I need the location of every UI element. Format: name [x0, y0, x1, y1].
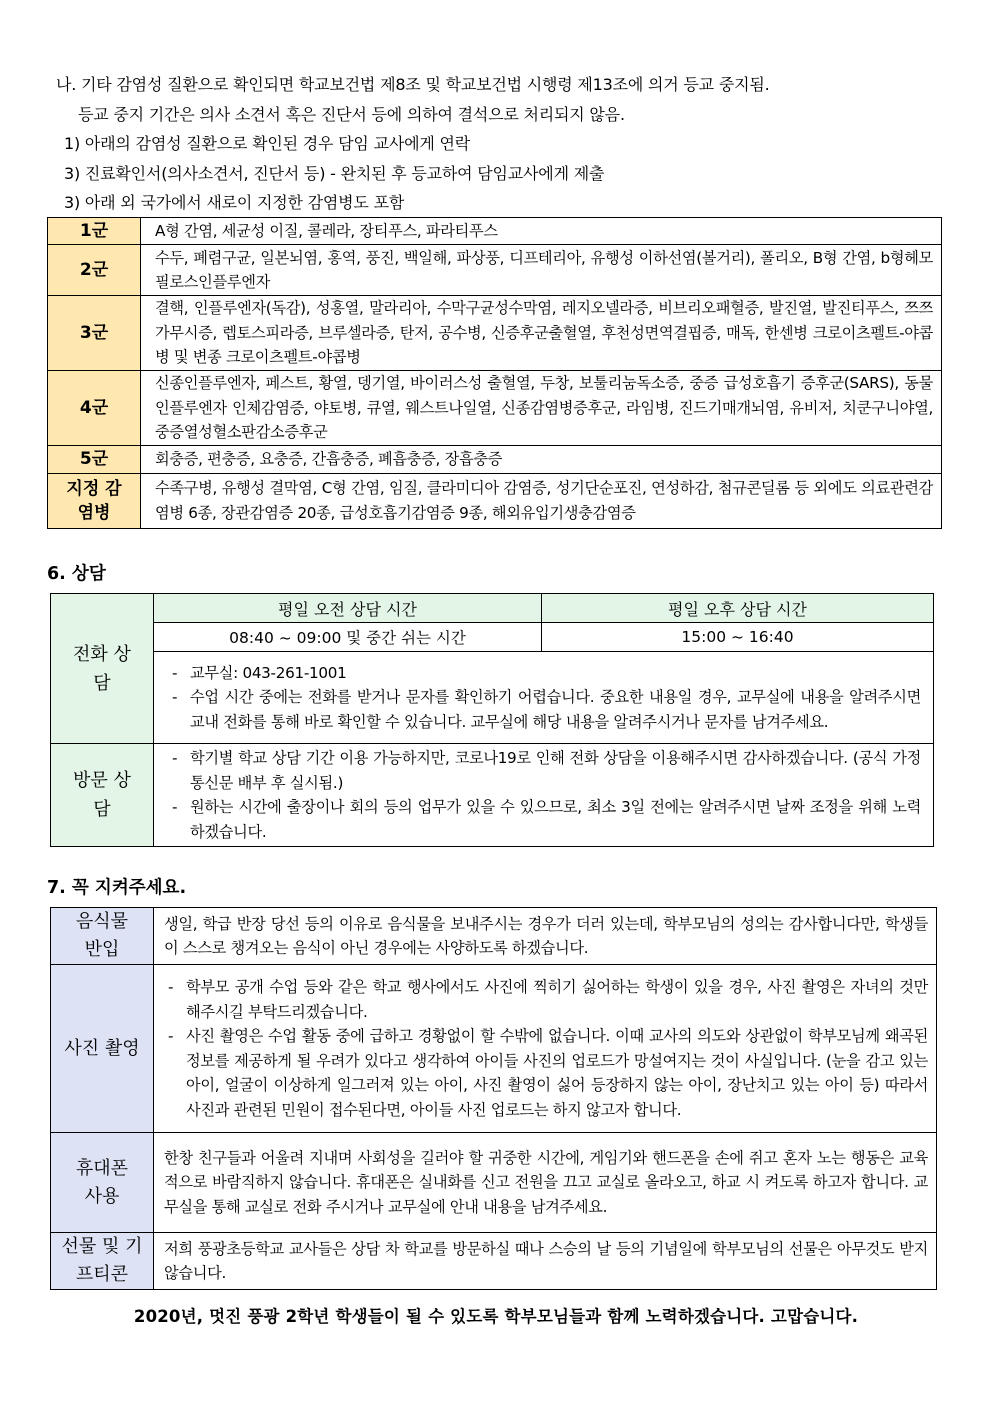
group-label: 3군: [48, 296, 141, 371]
list-item: - 수업 시간 중에는 전화를 받거나 문자를 확인하기 어렵습니다. 중요한 내용일 경우, 교무실에 내용을 알려주시면 교내 전화를 통해 바로 확인할 수 있습니다. 교무실에 해당 내용을 알려주시거나 문자를 남겨주세요.: [168, 685, 921, 734]
list-item: - 사진 촬영은 수업 활동 중에 급하고 경황없이 할 수밖에 없습니다. 이때 교사의 의도와 상관없이 학부모님께 왜곡된 정보를 제공하게 될 우려가 있다고 생각하여 아이들 사진의 업로드가 망설여지는 것이 사실입니다. (눈을 감고 있는 아이, 얼굴이 이상하게 일그러져 있는 아이, 사진 촬영이 싫어 등장하지 않는 아이, 장난치고 있는 아이 등) 따라서 사진과 관련된 민원이 접수된다면, 아이들 사진 업로드는 하지 않고자 합니다.: [164, 1024, 928, 1122]
disease-group-table: [47, 217, 942, 529]
food-rule-label: 음식물 반입: [51, 908, 154, 965]
list-item: - 교무실: 043-261-1001: [168, 661, 921, 686]
group-diseases: 수두, 폐렴구균, 일본뇌염, 홍역, 풍진, 백일해, 파상풍, 디프테리아, 유행성 이하선염(볼거리), 폴리오, B형 간염, b형헤모필로스인플루엔자: [141, 245, 942, 296]
table-row: [51, 965, 937, 1133]
table-row: [48, 371, 942, 446]
intro-item-2: 3) 진료확인서(의사소견서, 진단서 등) - 완치된 후 등교하여 담임교사에게 제출: [64, 163, 605, 183]
morning-time-header: 평일 오전 상담 시간: [154, 594, 542, 623]
table-row: [51, 744, 934, 847]
phone-rule-label: 휴대폰 사용: [51, 1133, 154, 1233]
gift-rule-text: 저희 풍광초등학교 교사들은 상담 차 학교를 방문하실 때나 스승의 날 등의 기념일에 학부모님의 선물은 아무것도 받지 않습니다.: [154, 1233, 937, 1290]
phone-consult-label: 전화 상담: [51, 594, 154, 744]
morning-time-value: 08:40 ~ 09:00 및 중간 쉬는 시간: [154, 623, 542, 652]
gift-rule-label: 선물 및 기프티콘: [51, 1233, 154, 1290]
group-label: 지정 감염병: [48, 473, 141, 528]
group-diseases: A형 간염, 세균성 이질, 콜레라, 장티푸스, 파라티푸스: [141, 218, 942, 245]
group-label: 1군: [48, 218, 141, 245]
phone-consult-notes: [154, 652, 934, 744]
group-diseases: 수족구병, 유행성 결막염, C형 간염, 임질, 클라미디아 감염증, 성기단순포진, 연성하감, 첨규콘딜롬 등 외에도 의료관련감염병 6종, 장관감염증 20종, 급성호흡기감염증 9종, 해외유입기생충감염증: [141, 473, 942, 528]
closing-message: 2020년, 멋진 풍광 2학년 학생들이 될 수 있도록 학부모님들과 함께 노력하겠습니다. 고맙습니다.: [133, 1307, 859, 1326]
table-row: [48, 245, 942, 296]
afternoon-time-header: 평일 오후 상담 시간: [542, 594, 934, 623]
intro-line-2: 등교 중지 기간은 의사 소견서 혹은 진단서 등에 의하여 결석으로 처리되지 않음.: [78, 104, 625, 124]
table-row: [48, 473, 942, 528]
group-label: 4군: [48, 371, 141, 446]
afternoon-time-value: 15:00 ~ 16:40: [542, 623, 934, 652]
intro-item-1: 1) 아래의 감염성 질환으로 확인된 경우 담임 교사에게 연락: [64, 134, 470, 153]
list-item: - 학부모 공개 수업 등와 같은 학교 행사에서도 사진에 찍히기 싫어하는 학생이 있을 경우, 사진 촬영은 자녀의 것만 해주시길 부탁드리겠습니다.: [164, 975, 928, 1024]
consultation-heading: 6. 상담: [47, 564, 106, 584]
list-item: - 학기별 학교 상담 기간 이용 가능하지만, 코로나19로 인해 전화 상담을 이용해주시면 감사하겠습니다. (공식 가정통신문 배부 후 실시됨.): [168, 746, 921, 795]
consultation-table: [50, 593, 934, 847]
table-row: [51, 1133, 937, 1233]
rules-table: [50, 907, 937, 1290]
table-row: [51, 652, 934, 744]
food-rule-text: 생일, 학급 반장 당선 등의 이유로 음식물을 보내주시는 경우가 더러 있는데, 학부모님의 성의는 감사합니다만, 학생들이 스스로 챙겨오는 음식이 아닌 경우에는 사양하도록 하겠습니다.: [154, 908, 937, 965]
table-row: [51, 623, 934, 652]
table-row: [51, 908, 937, 965]
group-diseases: 회충증, 편충증, 요충증, 간흡충증, 폐흡충증, 장흡충증: [141, 445, 942, 473]
table-row: [48, 296, 942, 371]
list-item: - 원하는 시간에 출장이나 회의 등의 업무가 있을 수 있으므로, 최소 3일 전에는 알려주시면 날짜 조정을 위해 노력하겠습니다.: [168, 795, 921, 844]
group-label: 2군: [48, 245, 141, 296]
intro-line-1: 나. 기타 감염성 질환으로 확인되면 학교보건법 제8조 및 학교보건법 시행령 제13조에 의거 등교 중지됨.: [56, 75, 770, 94]
group-diseases: 결핵, 인플루엔자(독감), 성홍열, 말라리아, 수막구균성수막염, 레지오넬라증, 비브리오패혈증, 발진열, 발진티푸스, 쯔쯔가무시증, 렙토스피라증, 브루셀라증, 탄저, 공수병, 신증후군출혈열, 후천성면역결핍증, 매독, 한센병 크로이츠펠트-야콥병 및 변종 크로이츠펠트-야콥병: [141, 296, 942, 371]
table-row: [48, 445, 942, 473]
table-row: [48, 218, 942, 245]
table-row: [51, 1233, 937, 1290]
intro-section: [56, 70, 956, 218]
photo-rule-label: 사진 촬영: [51, 965, 154, 1133]
photo-rule-text: [154, 965, 937, 1133]
group-diseases: 신종인플루엔자, 페스트, 황열, 뎅기열, 바이러스성 출혈열, 두창, 보툴리눔독소증, 중증 급성호흡기 증후군(SARS), 동물인플루엔자 인체감염증, 야토병, 큐열, 웨스트나일열, 신종감염병증후군, 라임병, 진드기매개뇌염, 유비저, 치쿤구니야열, 중증열성혈소판감소증후군: [141, 371, 942, 446]
group-label: 5군: [48, 445, 141, 473]
phone-rule-text: 한창 친구들과 어울려 지내며 사회성을 길러야 할 귀중한 시간에, 게임기와 핸드폰을 손에 쥐고 혼자 노는 행동은 교육적으로 바람직하지 않습니다. 휴대폰은 실내화를 신고 전원을 끄고 교실로 올라오고, 하교 시 켜도록 하고자 합니다. 교무실을 통해 교실로 전화 주시거나 교무실에 안내 내용을 남겨주세요.: [154, 1133, 937, 1233]
rules-heading: 7. 꼭 지켜주세요.: [47, 878, 187, 898]
table-row: [51, 594, 934, 623]
intro-item-3: 3) 아래 외 국가에서 새로이 지정한 감염병도 포함: [64, 193, 405, 212]
visit-consult-label: 방문 상담: [51, 744, 154, 847]
visit-consult-notes: [154, 744, 934, 847]
